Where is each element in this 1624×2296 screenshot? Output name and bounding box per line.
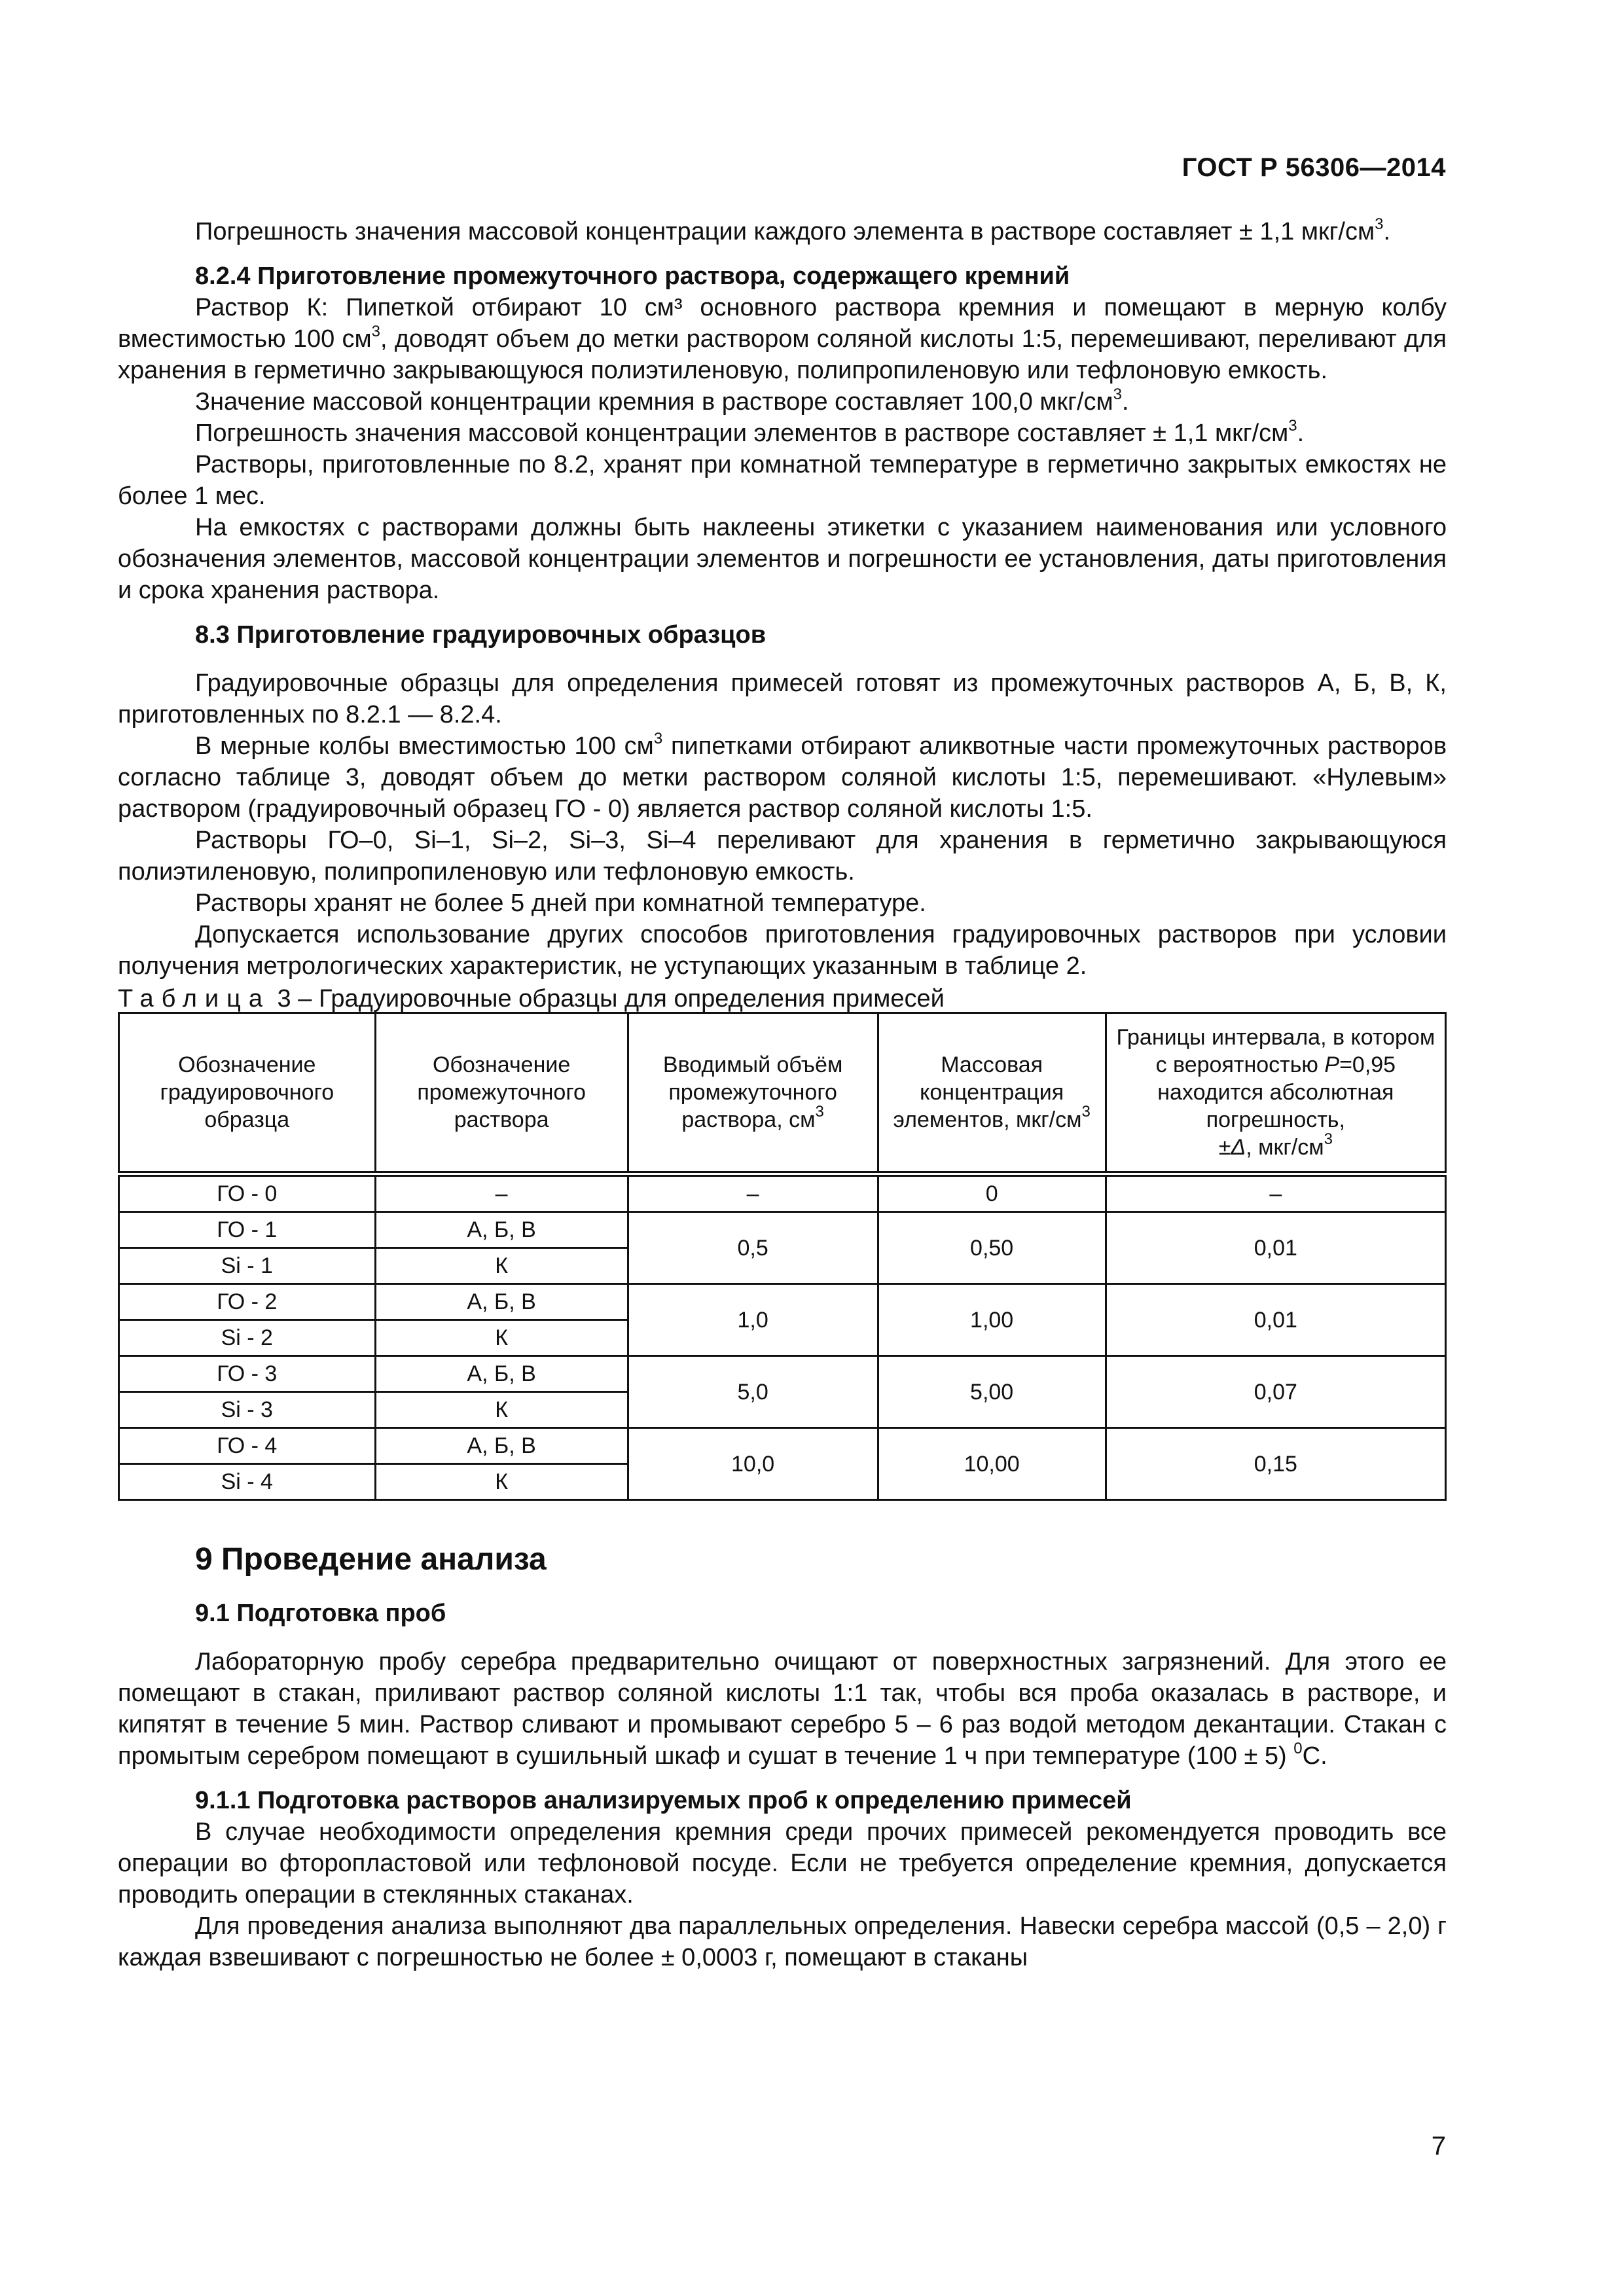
text: .: [1383, 218, 1391, 245]
superscript: 3: [1324, 1130, 1333, 1148]
table-cell: 10,0: [628, 1428, 878, 1500]
table-cell: 0: [878, 1174, 1106, 1212]
column-header-concentration: [878, 1013, 1106, 1174]
paragraph-storage-days: Растворы хранят не более 5 дней при комнатной температуре.: [195, 889, 926, 917]
table-cell: Si - 4: [119, 1464, 376, 1500]
heading-8-2-4: 8.2.4 Приготовление промежуточного раствора, содержащего кремний: [195, 262, 1070, 290]
superscript: 3: [653, 730, 663, 747]
heading-9-1: 9.1 Подготовка проб: [195, 1600, 446, 1627]
table-cell: 0,01: [1106, 1284, 1445, 1356]
text: Значение массовой концентрации кремния в растворе составляет 100,0 мкг/см: [195, 388, 1113, 416]
heading-8-3: 8.3 Приготовление градуировочных образцов: [195, 621, 767, 649]
table-cell: 5,0: [628, 1356, 878, 1428]
table-cell: Si - 3: [119, 1392, 376, 1428]
paragraph-labels: На емкостях с растворами должны быть наклеены этикетки с указанием наименования или условного обозначения элементов, массовой концентрации элементов и погрешности ее установления, даты приготовления и срока хранения раствора.: [118, 514, 1447, 604]
paragraph-transfer-solutions: Растворы ГО–0, Si–1, Si–2, Si–3, Si–4 переливают для хранения в герметично закрывающуюся полиэтиленовую, полипропиленовую или тефлоновую емкость.: [118, 827, 1447, 886]
table-row: [119, 1284, 1446, 1320]
text: .: [1122, 388, 1129, 416]
paragraph-silicon-concentration: [118, 386, 1447, 418]
superscript: 3: [371, 323, 381, 340]
superscript: 3: [1375, 215, 1384, 233]
table-caption: [118, 986, 1447, 1012]
superscript: 0: [1293, 1740, 1303, 1757]
column-header-volume: [628, 1013, 878, 1174]
text: ±Δ: [1218, 1135, 1246, 1160]
paragraph-solution-k: [118, 292, 1447, 386]
table-cell: 0,07: [1106, 1356, 1445, 1428]
table-cell: ГО - 0: [119, 1174, 376, 1212]
table-cell: К: [375, 1320, 628, 1356]
text: Раствор К: Пипеткой отбирают 10 см³ основного раствора кремния и помещают в мерную колбу вместимостью 100 см: [118, 294, 1447, 353]
table-cell: 0,50: [878, 1212, 1106, 1284]
table-cell: А, Б, В: [375, 1356, 628, 1392]
table-row: [119, 1212, 1446, 1248]
text: Вводимый объём промежуточного раствора, см: [662, 1052, 843, 1132]
caption-text: 3 – Градуировочные образцы для определения примесей: [270, 985, 945, 1013]
column-header-error-interval: [1106, 1013, 1445, 1174]
table-cell: –: [375, 1174, 628, 1212]
table-header-row: [119, 1013, 1446, 1174]
table-cell: А, Б, В: [375, 1212, 628, 1248]
column-header-sample: Обозначение градуировочного образца: [119, 1013, 376, 1174]
text: =0,95 находится абсолютная погрешность,: [1157, 1052, 1396, 1132]
superscript: 3: [1113, 386, 1123, 403]
table-row: [119, 1174, 1446, 1212]
paragraph-silicon-labware: В случае необходимости определения кремния среди прочих примесей рекомендуется проводить все операции во фторопластовой или тефлоновой посуде. Если не требуется определение кремния, допускается проводить операции в стеклянных стаканах.: [118, 1818, 1447, 1909]
table-cell: 0,15: [1106, 1428, 1445, 1500]
table-cell: –: [1106, 1174, 1445, 1212]
calibration-samples-table: [118, 1012, 1447, 1501]
text: В мерные колбы вместимостью 100 см: [195, 732, 654, 760]
table-cell: К: [375, 1392, 628, 1428]
paragraph-sample-cleaning: [118, 1646, 1447, 1772]
table-cell: Si - 2: [119, 1320, 376, 1356]
table-cell: К: [375, 1464, 628, 1500]
table-cell: –: [628, 1174, 878, 1212]
standard-header: ГОСТ Р 56306—2014: [1182, 153, 1446, 182]
table-cell: 5,00: [878, 1356, 1106, 1428]
table-cell: А, Б, В: [375, 1284, 628, 1320]
heading-9: 9 Проведение анализа: [195, 1542, 547, 1577]
text: Лабораторную пробу серебра предварительно очищают от поверхностных загрязнений. Для этого ее помещают в стакан, приливают раствор соляной кислоты 1:1 так, чтобы вся проба оказалась в растворе, и кипятят в течение 5 мин. Раствор сливают и промывают серебро 5 – 6 раз водой методом декантации. Стакан с промытым серебром помещают в сушильный шкаф и сушат в течение 1 ч при температуре (100 ± 5): [118, 1648, 1447, 1770]
text: Границы интервала, в котором с вероятностью: [1116, 1025, 1435, 1077]
table-cell: ГО - 2: [119, 1284, 376, 1320]
text: Погрешность значения массовой концентрации элементов в растворе составляет ± 1,1 мкг/см: [195, 420, 1289, 447]
table-cell: 1,0: [628, 1284, 878, 1356]
table-cell: 1,00: [878, 1284, 1106, 1356]
heading-9-1-1: 9.1.1 Подготовка растворов анализируемых проб к определению примесей: [195, 1787, 1132, 1814]
table-cell: ГО - 1: [119, 1212, 376, 1248]
table-cell: ГО - 3: [119, 1356, 376, 1392]
table-row: [119, 1356, 1446, 1392]
paragraph-storage: Растворы, приготовленные по 8.2, хранят при комнатной температуре в герметично закрытых емкостях не более 1 мес.: [118, 451, 1447, 510]
table-cell: А, Б, В: [375, 1428, 628, 1464]
text: , доводят объем до метки раствором соляной кислоты 1:5, перемешивают, переливают для хранения в герметично закрывающуюся полиэтиленовую, полипропиленовую или тефлоновую емкость.: [118, 325, 1447, 384]
text: Массовая концентрация элементов, мкг/см: [893, 1052, 1082, 1132]
paragraph-calibration-samples: Градуировочные образцы для определения примесей готовят из промежуточных растворов А, Б, В, К, приготовленных по 8.2.1 — 8.2.4.: [118, 670, 1447, 728]
text: пипетками отбирают аликвотные части промежуточных растворов согласно таблице 3, доводят объем до метки раствором соляной кислоты 1:5, перемешивают. «Нулевым» раствором (градуировочный образец ГО - 0) является раствор соляной кислоты 1:5.: [118, 732, 1447, 823]
column-header-intermediate-solution: Обозначение промежуточного раствора: [375, 1013, 628, 1174]
caption-label: Таблица: [118, 985, 270, 1013]
superscript: 3: [1081, 1103, 1091, 1121]
paragraph-error-each-element: [118, 216, 1447, 247]
text: Погрешность значения массовой концентрации каждого элемента в растворе составляет ± 1,1 мкг/см: [195, 218, 1375, 245]
paragraph-other-methods: Допускается использование других способов приготовления градуировочных растворов при условии получения метрологических характеристик, не уступающих указанным в таблице 2.: [118, 921, 1447, 980]
text: , мкг/см: [1246, 1135, 1324, 1160]
table-cell: ГО - 4: [119, 1428, 376, 1464]
superscript: 3: [815, 1103, 824, 1121]
text: .: [1297, 420, 1305, 447]
paragraph-volumetric-flasks: [118, 730, 1447, 825]
table-cell: Si - 1: [119, 1248, 376, 1284]
superscript: 3: [1288, 417, 1297, 435]
table-cell: 0,5: [628, 1212, 878, 1284]
table-cell: К: [375, 1248, 628, 1284]
text: С.: [1302, 1742, 1327, 1770]
table-cell: 0,01: [1106, 1212, 1445, 1284]
page-number: 7: [1431, 2132, 1446, 2161]
text: P: [1324, 1052, 1340, 1077]
table-row: [119, 1428, 1446, 1464]
paragraph-parallel-determinations: Для проведения анализа выполняют два параллельных определения. Навески серебра массой (0,5 – 2,0) г каждая взвешивают с погрешностью не более ± 0,0003 г, помещают в стаканы: [118, 1912, 1447, 1971]
table-cell: 10,00: [878, 1428, 1106, 1500]
paragraph-concentration-error: [118, 418, 1447, 449]
page-content: [118, 216, 1447, 1973]
